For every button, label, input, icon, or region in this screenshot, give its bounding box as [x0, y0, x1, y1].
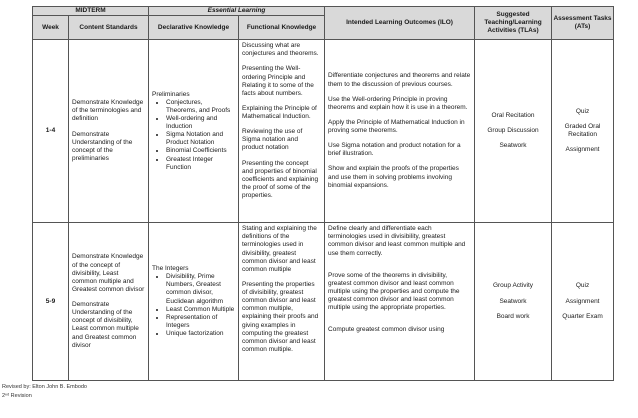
- tla-item: Group Activity: [492, 282, 534, 290]
- tla-item: Seatwork: [499, 297, 527, 305]
- tlas-header: Suggested Teaching/Learning Activities (TLAs): [475, 7, 552, 40]
- at-item: Graded Oral Recitation: [564, 123, 601, 139]
- at-item: Assignment: [565, 297, 600, 305]
- declarative-knowledge-cell: [149, 223, 239, 381]
- functional-text: Presenting the properties of divisibility, greatest common divisor and least common multiple, explaining their proofs and giving examples in computing the greatest common divisor and least common multiple.: [242, 280, 319, 353]
- tlas-cell: [475, 223, 552, 381]
- syllabus-table: [32, 6, 614, 381]
- ilo-text: Use the Well-ordering Principle in proving theorems and explain how it is use in a theorem.: [328, 95, 468, 111]
- ilo-text: Define clearly and differentiate each terminologies used in divisibility, greatest common divisor and least common multiple and use them correctly.: [328, 225, 466, 257]
- functional-text: Stating and explaining the definitions of the terminologies used in divisibility, greatest common divisor and least common multiple: [242, 225, 317, 273]
- list-item: • Representation of Integers: [166, 314, 235, 330]
- ilo-text: Apply the Principle of Mathematical Induction in proving some theorems.: [328, 118, 465, 135]
- at-item: Assignment: [565, 146, 600, 154]
- ilo-text: Show and explain the proofs of the properties and use them in solving problems involving binomial expansions.: [328, 165, 459, 189]
- ilo-text: Differentiate conjectures and theorems and relate them to the discussion of previous courses.: [328, 72, 471, 88]
- at-item: Quarter Exam: [562, 312, 603, 320]
- list-item: • Unique factorization: [166, 330, 235, 338]
- midterm-header: MIDTERM: [33, 7, 149, 16]
- ilo-text: Prove some of the theorems in divisibility, greatest common divisor and least common multiple using the properties and compute the greatest common divisor and least common multiple using the appropriate properties.: [328, 271, 460, 312]
- declarative-title: The Integers: [152, 265, 189, 273]
- content-standards-cell: [69, 40, 149, 223]
- revision-text: 2ⁿᵈ Revision: [2, 392, 32, 399]
- functional-knowledge-header: Functional Knowledge: [239, 16, 325, 40]
- declarative-knowledge-header: Declarative Knowledge: [149, 16, 239, 40]
- table-row: [33, 40, 614, 223]
- content-standards-header: Content Standards: [69, 16, 149, 40]
- ilo-cell: [325, 223, 475, 381]
- at-item: Quiz: [575, 282, 590, 290]
- functional-knowledge-cell: [239, 223, 325, 381]
- declarative-list: [152, 99, 235, 172]
- list-item: • Sigma Notation and Product Notation: [166, 131, 235, 147]
- tlas-cell: [475, 40, 552, 223]
- functional-text: Reviewing the use of Sigma notation and product notation: [242, 128, 303, 152]
- ats-header: Assessment Tasks (ATs): [552, 7, 614, 40]
- functional-text: Explaining the Principle of Mathematical Induction.: [242, 104, 317, 120]
- page-footer: [2, 383, 87, 401]
- functional-knowledge-cell: [239, 40, 325, 223]
- functional-text: Presenting the concept and properties of binomial coefficients and explaining the proof of some of the properties.: [242, 159, 319, 199]
- list-item: • Well-ordering and Induction: [166, 115, 235, 131]
- list-item: • Binomial Coefficients: [166, 147, 235, 155]
- functional-text: Discussing what are conjectures and theorems.: [242, 42, 319, 58]
- declarative-title: Preliminaries: [152, 90, 190, 98]
- declarative-list: [152, 273, 235, 338]
- table-row: [33, 223, 614, 381]
- ilo-text: Use Sigma notation and product notation for a brief illustration.: [328, 142, 461, 158]
- ats-cell: [552, 40, 614, 223]
- ilo-header: Intended Learning Outcomes (ILO): [325, 7, 475, 40]
- content-standard-text: Demonstrate Knowledge of the terminologies and definition: [72, 99, 144, 123]
- week-cell: 5-9: [33, 223, 69, 381]
- revised-by-text: Revised by: Elton John B. Embodo: [2, 384, 87, 390]
- list-item: • Greatest Integer Function: [166, 156, 235, 172]
- tla-item: Seatwork: [499, 142, 527, 150]
- declarative-knowledge-cell: [149, 40, 239, 223]
- content-standard-text: Demonstrate Knowledge of the concept of divisibility, Least common multiple and Greatest common divisor: [72, 253, 145, 293]
- content-standards-cell: [69, 223, 149, 381]
- list-item: • Divisibility, Prime Numbers, Greatest common divisor, Euclidean algorithm: [166, 273, 235, 306]
- functional-text: Presenting the Well-ordering Principle and Relating it to some of the facts about numbers.: [242, 65, 314, 97]
- list-item: • Conjectures, Theorems, and Proofs: [166, 99, 235, 115]
- ilo-cell: [325, 40, 475, 223]
- tla-item: Group Discussion: [487, 127, 539, 135]
- content-standard-text: Demonstrate Understanding of the concept of the preliminaries: [72, 130, 133, 162]
- tla-item: Board work: [496, 312, 530, 320]
- ilo-text: Compute greatest common divisor using: [328, 326, 445, 334]
- content-standard-text: Demonstrate Understanding of the concept of divisibility, Least common multiple and Greatest common divisor: [72, 301, 139, 349]
- list-item: • Least Common Multiple: [166, 306, 235, 314]
- at-item: Quiz: [575, 107, 590, 115]
- week-header: Week: [33, 16, 69, 40]
- ats-cell: [552, 223, 614, 381]
- week-cell: 1-4: [33, 40, 69, 223]
- essential-learning-header: Essential Learning: [149, 7, 325, 16]
- tla-item: Oral Recitation: [491, 111, 535, 119]
